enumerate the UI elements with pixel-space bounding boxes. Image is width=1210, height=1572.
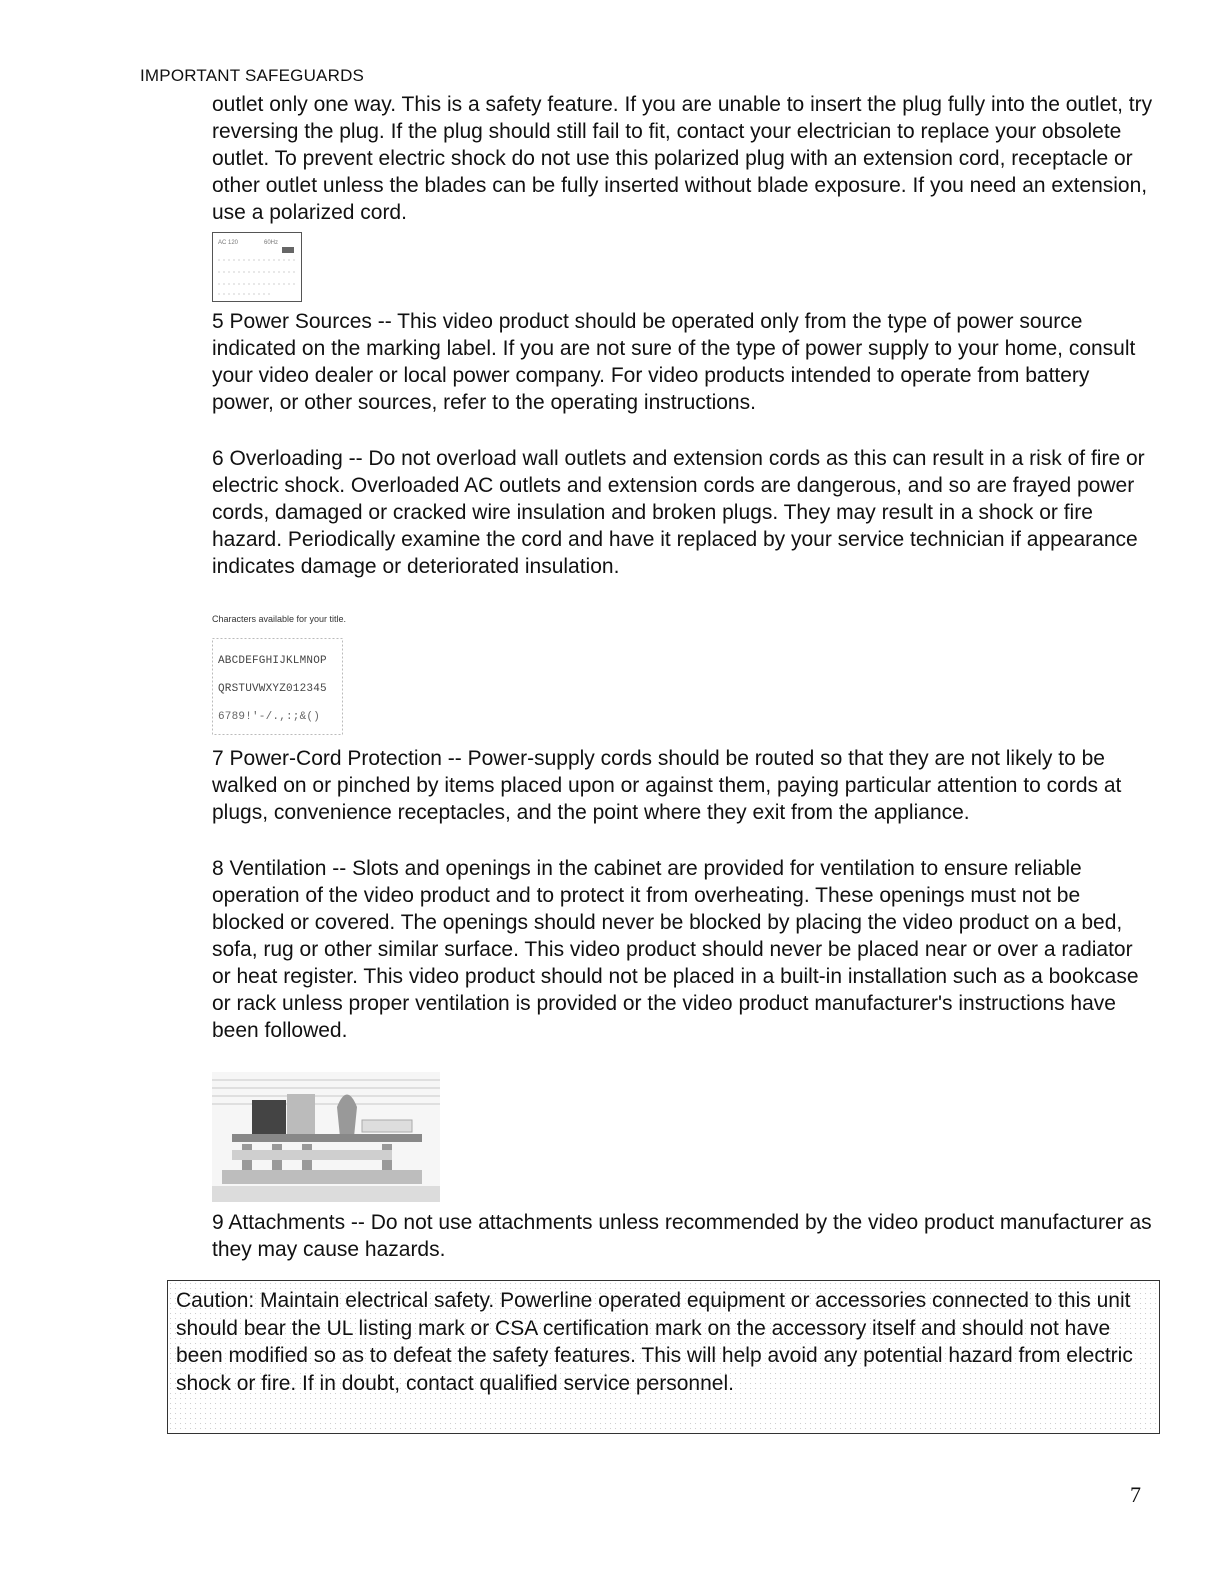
paragraph-power-cord-protection: 7 Power-Cord Protection -- Power-supply cords should be routed so that they are not likely to be walked on or pinched by items placed upon or against them, paying particular attention to cords at plugs, convenience receptacles, and the point where they exit from the appliance.: [212, 747, 1122, 824]
plant-icon: [337, 1095, 357, 1138]
character-chart-caption: Characters available for your title.: [212, 614, 347, 624]
page-header: IMPORTANT SAFEGUARDS: [140, 66, 365, 85]
character-chart-row-2: QRSTUVWXYZ012345: [218, 683, 327, 695]
marking-label-figure: [212, 232, 302, 302]
paragraph-power-sources: 5 Power Sources -- This video product should be operated only from the type of power source indicated on the marking label. If you are not sure of the type of power supply to your home, consult your video dealer or local power company. For video products intended to operate from battery power, or other sources, refer to the operating instructions.: [212, 310, 1136, 414]
ventilation-illustration: [212, 1072, 440, 1202]
character-chart-figure: [210, 608, 350, 740]
caution-box: Caution: Maintain electrical safety. Powerline operated equipment or accessories connected to this unit should bear the UL listing mark or CSA certification mark on the accessory itself and should not have been modified so as to defeat the safety features. This will help avoid any potential hazard from electric shock or fire. If in doubt, contact qualified service personnel.: [167, 1280, 1160, 1434]
label-frequency-text: 60Hz: [264, 240, 279, 246]
label-voltage-text: AC 120: [218, 240, 239, 246]
paragraph-attachments: 9 Attachments -- Do not use attachments unless recommended by the video product manufacturer as they may cause hazards.: [212, 1211, 1152, 1261]
paragraph-overloading: 6 Overloading -- Do not overload wall outlets and extension cords as this can result in a risk of fire or electric shock. Overloaded AC outlets and extension cords are dangerous, and so are frayed power cords, damaged or cracked wire insulation and broken plugs. They may result in a shock or fire hazard. Periodically examine the cord and have it replaced by your service technician if appearance indicates damage or deteriorated insulation.: [212, 447, 1145, 578]
character-chart-row-1: ABCDEFGHIJKLMNOP: [218, 655, 327, 667]
character-chart-row-3: 6789!'-/.,:;&(): [218, 711, 321, 723]
page-number: 7: [1130, 1482, 1141, 1507]
tv-icon: [252, 1100, 286, 1134]
paragraph-ventilation: 8 Ventilation -- Slots and openings in the cabinet are provided for ventilation to ensure reliable operation of the video product and to protect it from overheating. These openings must not be blocked or covered. The openings should never be blocked by placing the video product on a bed, sofa, rug or other similar surface. This video product should never be placed near or over a radiator or heat register. This video product should not be placed in a built-in installation such as a bookcase or rack unless proper ventilation is provided or the video product manufacturer's instructions have been followed.: [212, 857, 1139, 1042]
paragraph-intro: outlet only one way. This is a safety feature. If you are unable to insert the plug fully into the outlet, try reversing the plug. If the plug should still fail to fit, contact your electrician to replace your obsolete outlet. To prevent electric shock do not use this polarized plug with an extension cord, receptacle or other outlet unless the blades can be fully inserted without blade exposure. If you need an extension, use a polarized cord.: [212, 93, 1153, 224]
